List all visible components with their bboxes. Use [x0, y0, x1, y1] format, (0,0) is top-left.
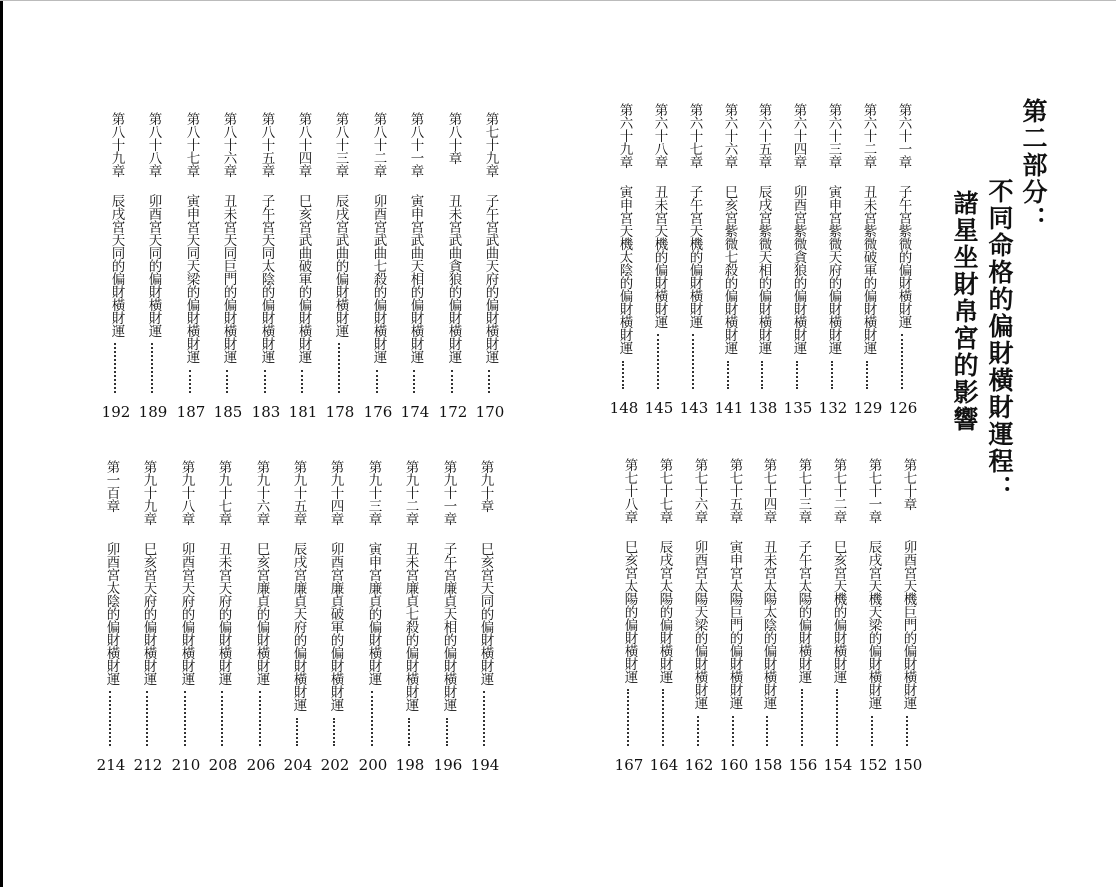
page-number: 196	[433, 756, 463, 774]
toc-entry[interactable]	[470, 460, 500, 790]
chapter-title: 子午宮紫微的偏財橫財運	[895, 185, 912, 328]
toc-entry[interactable]	[171, 460, 201, 790]
toc-entry[interactable]	[614, 458, 644, 788]
toc-entry[interactable]	[395, 460, 425, 790]
page-number: 154	[823, 756, 853, 774]
chapter-title: 子午宮天機的偏財橫財運	[686, 185, 703, 328]
chapter-number: 第七十章	[900, 458, 917, 510]
chapter-number: 第九十九章	[140, 460, 157, 525]
page-number: 194	[470, 756, 500, 774]
toc-entry[interactable]	[101, 112, 131, 442]
dot-leader	[259, 691, 263, 746]
chapter-title: 卯酉宮武曲七殺的偏財橫財運	[370, 194, 387, 363]
toc-entry[interactable]	[684, 458, 714, 788]
chapter-number: 第六十一章	[895, 103, 912, 168]
page-number: 181	[288, 403, 318, 421]
chapter-number: 第七十四章	[760, 458, 777, 523]
chapter-title: 巳亥宮太陽的偏財橫財運	[621, 540, 638, 683]
toc-entry[interactable]	[475, 112, 505, 442]
dot-leader	[446, 718, 450, 746]
toc-entry[interactable]	[823, 458, 853, 788]
page-number: 152	[858, 756, 888, 774]
page-number: 189	[138, 403, 168, 421]
chapter-title: 卯酉宮太陰的偏財橫財運	[103, 542, 120, 685]
dot-leader	[697, 716, 701, 746]
dot-leader	[727, 361, 731, 389]
chapter-number: 第八十五章	[258, 112, 275, 177]
chapter-title: 寅申宮武曲天相的偏財橫財運	[407, 194, 424, 363]
dot-leader	[221, 691, 225, 746]
chapter-number: 第六十七章	[686, 103, 703, 168]
toc-entry[interactable]	[753, 458, 783, 788]
page-number: 178	[325, 403, 355, 421]
dot-leader	[906, 716, 910, 746]
toc-entry[interactable]	[400, 112, 430, 442]
chapter-number: 第九十一章	[440, 460, 457, 525]
chapter-number: 第九十八章	[178, 460, 195, 525]
dot-leader	[114, 343, 118, 393]
chapter-title: 巳亥宮天府的偏財橫財運	[140, 542, 157, 685]
dot-leader	[901, 334, 905, 389]
toc-entry[interactable]	[208, 460, 238, 790]
page-number: 160	[719, 756, 749, 774]
toc-entry[interactable]	[438, 112, 468, 442]
chapter-number: 第九十四章	[327, 460, 344, 525]
dot-leader	[483, 691, 487, 746]
chapter-number: 第六十八章	[651, 103, 668, 168]
chapter-number: 第八十一章	[407, 112, 424, 177]
dot-leader	[766, 716, 770, 746]
toc-entry[interactable]	[893, 458, 923, 788]
toc-entry[interactable]	[325, 112, 355, 442]
dot-leader	[627, 689, 631, 746]
toc-entry[interactable]	[888, 103, 918, 433]
dot-leader	[871, 716, 875, 746]
chapter-title: 丑未宮紫微破軍的偏財橫財運	[860, 185, 877, 354]
toc-entry[interactable]	[644, 103, 674, 433]
chapter-title: 子午宮天同太陰的偏財橫財運	[258, 194, 275, 363]
chapter-title: 丑未宮天府的偏財橫財運	[215, 542, 232, 685]
chapter-number: 第六十三章	[825, 103, 842, 168]
chapter-number: 第七十九章	[482, 112, 499, 177]
dot-leader	[622, 361, 626, 389]
chapter-title: 巳亥宮廉貞的偏財橫財運	[253, 542, 270, 685]
page-number: 129	[853, 399, 883, 417]
chapter-number: 第九十六章	[253, 460, 270, 525]
chapter-number: 第一百章	[103, 460, 120, 512]
page-number: 132	[818, 399, 848, 417]
chapter-title: 丑未宮廉貞七殺的偏財橫財運	[402, 542, 419, 711]
dot-leader	[338, 343, 342, 393]
page-number: 214	[96, 756, 126, 774]
dot-leader	[831, 361, 835, 389]
part-heading: 第二部分：	[1019, 98, 1048, 233]
toc-entry[interactable]	[251, 112, 281, 442]
page-number: 158	[753, 756, 783, 774]
chapter-title: 巳亥宮紫微七殺的偏財橫財運	[721, 185, 738, 354]
chapter-title: 巳亥宮武曲破軍的偏財橫財運	[295, 194, 312, 363]
dot-leader	[488, 370, 492, 393]
chapter-number: 第八十三章	[332, 112, 349, 177]
page-number: 156	[788, 756, 818, 774]
toc-entry[interactable]	[176, 112, 206, 442]
page-number: 192	[101, 403, 131, 421]
page-number: 185	[213, 403, 243, 421]
toc-entry[interactable]	[288, 112, 318, 442]
toc-entry[interactable]	[679, 103, 709, 433]
chapter-title: 辰戌宮紫微天相的偏財橫財運	[755, 185, 772, 354]
chapter-title: 辰戌宮天機天梁的偏財橫財運	[865, 540, 882, 709]
page-number: 200	[358, 756, 388, 774]
page-number: 206	[246, 756, 276, 774]
chapter-title: 辰戌宮太陽的偏財橫財運	[656, 540, 673, 683]
chapter-number: 第六十二章	[860, 103, 877, 168]
dot-leader	[801, 689, 805, 746]
chapter-number: 第八十九章	[108, 112, 125, 177]
page-number: 167	[614, 756, 644, 774]
chapter-title: 子午宮廉貞天相的偏財橫財運	[440, 542, 457, 711]
chapter-number: 第八十七章	[183, 112, 200, 177]
page-number: 204	[283, 756, 313, 774]
dot-leader	[866, 361, 870, 389]
dot-leader	[692, 334, 696, 389]
toc-entry[interactable]	[609, 103, 639, 433]
dot-leader	[376, 370, 380, 393]
chapter-number: 第六十九章	[616, 103, 633, 168]
page-number: 202	[320, 756, 350, 774]
dot-leader	[189, 370, 193, 393]
toc-entry[interactable]	[783, 103, 813, 433]
page-number: 141	[714, 399, 744, 417]
chapter-title: 寅申宮紫微天府的偏財橫財運	[825, 185, 842, 354]
chapter-number: 第八十四章	[295, 112, 312, 177]
chapter-title: 丑未宮天機的偏財橫財運	[651, 185, 668, 328]
toc-entry[interactable]	[213, 112, 243, 442]
page-number: 150	[893, 756, 923, 774]
dot-leader	[657, 334, 661, 389]
chapter-number: 第六十五章	[755, 103, 772, 168]
dot-leader	[333, 718, 337, 746]
chapter-number: 第六十四章	[790, 103, 807, 168]
chapter-title: 卯酉宮天府的偏財橫財運	[178, 542, 195, 685]
page-number: 212	[133, 756, 163, 774]
chapter-title: 卯酉宮太陽天梁的偏財橫財運	[691, 540, 708, 709]
toc-entry[interactable]	[96, 460, 126, 790]
chapter-title: 卯酉宮廉貞破軍的偏財橫財運	[327, 542, 344, 711]
toc-entry[interactable]	[818, 103, 848, 433]
chapter-number: 第七十三章	[795, 458, 812, 523]
page-number: 170	[475, 403, 505, 421]
toc-entry[interactable]	[283, 460, 313, 790]
chapter-number: 第九十七章	[215, 460, 232, 525]
dot-leader	[662, 689, 666, 746]
dot-leader	[109, 691, 113, 746]
chapter-number: 第七十二章	[830, 458, 847, 523]
chapter-title: 丑未宮天同巨門的偏財橫財運	[220, 194, 237, 363]
chapter-number: 第九十二章	[402, 460, 419, 525]
chapter-number: 第七十八章	[621, 458, 638, 523]
dot-leader	[301, 370, 305, 393]
dot-leader	[226, 370, 230, 393]
dot-leader	[296, 718, 300, 746]
chapter-title: 卯酉宮天同的偏財橫財運	[145, 194, 162, 337]
chapter-title: 辰戌宮廉貞天府的偏財橫財運	[290, 542, 307, 711]
chapter-number: 第八十二章	[370, 112, 387, 177]
chapter-number: 第九十五章	[290, 460, 307, 525]
chapter-number: 第九十三章	[365, 460, 382, 525]
toc-entry[interactable]	[320, 460, 350, 790]
chapter-title: 巳亥宮天機的偏財橫財運	[830, 540, 847, 683]
toc-entry[interactable]	[649, 458, 679, 788]
toc-entry[interactable]	[788, 458, 818, 788]
toc-entry[interactable]	[748, 103, 778, 433]
dot-leader	[796, 361, 800, 389]
toc-entry[interactable]	[133, 460, 163, 790]
dot-leader	[836, 689, 840, 746]
dot-leader	[151, 343, 155, 393]
chapter-number: 第九十章	[477, 460, 494, 512]
chapter-title: 寅申宮太陽巨門的偏財橫財運	[726, 540, 743, 709]
dot-leader	[732, 716, 736, 746]
chapter-number: 第八十章	[445, 112, 462, 164]
dot-leader	[146, 691, 150, 746]
chapter-number: 第七十一章	[865, 458, 882, 523]
dot-leader	[761, 361, 765, 389]
page-number: 138	[748, 399, 778, 417]
toc-entry[interactable]	[853, 103, 883, 433]
chapter-number: 第七十五章	[726, 458, 743, 523]
page-number: 176	[363, 403, 393, 421]
chapter-title: 辰戌宮天同的偏財橫財運	[108, 194, 125, 337]
toc-entry[interactable]	[363, 112, 393, 442]
chapter-title: 卯酉宮天機巨門的偏財橫財運	[900, 540, 917, 709]
chapter-title: 卯酉宮紫微貪狼的偏財橫財運	[790, 185, 807, 354]
dot-leader	[184, 691, 188, 746]
page-number: 208	[208, 756, 238, 774]
page-number: 172	[438, 403, 468, 421]
dot-leader	[408, 718, 412, 746]
part-subtitle-2: 諸星坐財帛宮的影響	[950, 190, 979, 433]
chapter-title: 辰戌宮武曲的偏財橫財運	[332, 194, 349, 337]
page-number: 143	[679, 399, 709, 417]
toc-entry[interactable]	[858, 458, 888, 788]
toc-entry[interactable]	[714, 103, 744, 433]
page-number: 198	[395, 756, 425, 774]
chapter-title: 子午宮武曲天府的偏財橫財運	[482, 194, 499, 363]
toc-entry[interactable]	[719, 458, 749, 788]
page-number: 145	[644, 399, 674, 417]
chapter-title: 子午宮太陽的偏財橫財運	[795, 540, 812, 683]
chapter-number: 第八十八章	[145, 112, 162, 177]
toc-entry[interactable]	[246, 460, 276, 790]
chapter-title: 寅申宮天機太陰的偏財橫財運	[616, 185, 633, 354]
toc-entry[interactable]	[358, 460, 388, 790]
page-number: 164	[649, 756, 679, 774]
page-number: 148	[609, 399, 639, 417]
page-number: 187	[176, 403, 206, 421]
toc-entry[interactable]	[433, 460, 463, 790]
chapter-number: 第七十七章	[656, 458, 673, 523]
page-number: 162	[684, 756, 714, 774]
chapter-title: 巳亥宮天同的偏財橫財運	[477, 542, 494, 685]
page-number: 210	[171, 756, 201, 774]
chapter-title: 寅申宮廉貞的偏財橫財運	[365, 542, 382, 685]
dot-leader	[413, 370, 417, 393]
part-subtitle-1: 不同命格的偏財橫財運程：	[985, 178, 1014, 502]
page-number: 135	[783, 399, 813, 417]
page-number: 183	[251, 403, 281, 421]
page-number: 126	[888, 399, 918, 417]
chapter-title: 寅申宮天同天梁的偏財橫財運	[183, 194, 200, 363]
dot-leader	[264, 370, 268, 393]
chapter-number: 第七十六章	[691, 458, 708, 523]
chapter-title: 丑未宮武曲貪狼的偏財橫財運	[445, 194, 462, 363]
dot-leader	[371, 691, 375, 746]
dot-leader	[451, 370, 455, 393]
chapter-title: 丑未宮太陽太陰的偏財橫財運	[760, 540, 777, 709]
chapter-number: 第六十六章	[721, 103, 738, 168]
toc-entry[interactable]	[138, 112, 168, 442]
page-number: 174	[400, 403, 430, 421]
chapter-number: 第八十六章	[220, 112, 237, 177]
